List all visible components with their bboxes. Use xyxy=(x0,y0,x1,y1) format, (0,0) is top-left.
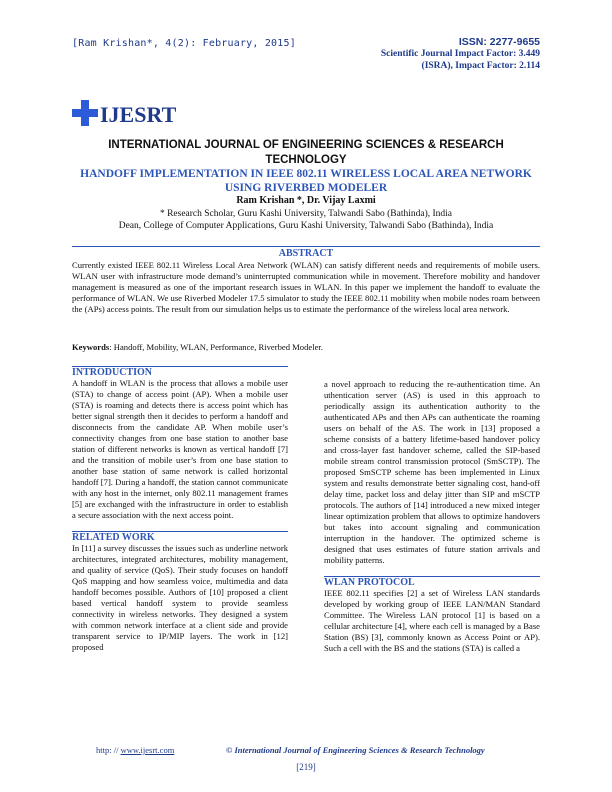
footer-url xyxy=(96,745,174,755)
affiliation-1: * Research Scholar, Guru Kashi University, Talwandi Sabo (Bathinda), India xyxy=(159,209,453,219)
divider xyxy=(72,246,540,247)
affiliations xyxy=(72,208,540,232)
keywords-text: : Handoff, Mobility, WLAN, Performance, Riverbed Modeler. xyxy=(109,342,323,352)
related-heading: RELATED WORK xyxy=(72,532,155,543)
abstract-heading: ABSTRACT xyxy=(278,248,334,259)
issn: ISSN: 2277-9655 xyxy=(458,36,540,48)
wlan-text: IEEE 802.11 specifies [2] a set of Wireless LAN standards developed by working group of IEEE LAN/MAN Standard Committee. The Wireless LAN protocol [1] is based on a cellular architecture [4], where each cell is managed by a Base Station (BS) [3], commonly known as Access Point or AP). Such a cell with the BS and the stations (STA) is called a xyxy=(324,588,540,653)
journal-name: INTERNATIONAL JOURNAL OF ENGINEERING SCIENCES & RESEARCH TECHNOLOGY xyxy=(108,139,504,166)
footer-copyright: © International Journal of Engineering Sciences & Research Technology xyxy=(226,745,485,755)
logo-text: IJESRT xyxy=(100,102,177,127)
impact-factor-1: Scientific Journal Impact Factor: 3.449 xyxy=(380,49,540,59)
page-number: [219] xyxy=(296,762,316,772)
related-text: In [11] a survey discusses the issues such as underline network architectures, integrated architectures, mobility management, and quality of service (QoS). Their study focuses on handoff QoS mapping and how seamless voice, multimedia and data handoff becomes possible. Authors of [10] proposed a client based vertical handoff system to provide seamless connectivity in wireless networks. They designed a system with common network interface at a client side and provide transparent service to IP/MIP layers. The work in [12] proposed xyxy=(72,543,288,652)
paper-title: HANDOFF IMPLEMENTATION IN IEEE 802.11 WIRELESS LOCAL AREA NETWORK USING RIVERBED MODELER xyxy=(80,168,532,194)
left-column xyxy=(72,367,288,653)
affiliation-2: Dean, College of Computer Applications, Guru Kashi University, Talwandi Sabo (Bathinda), India xyxy=(118,221,494,231)
right-column xyxy=(324,379,540,654)
website-link[interactable]: www.ijesrt.com xyxy=(120,745,175,755)
wlan-heading: WLAN PROTOCOL xyxy=(324,577,415,588)
intro-text: A handoff in WLAN is the process that allows a mobile user (STA) to change of access point (AP). When a mobile user (STA) is roaming and detects there is access point which has better signal strength then it decides to perform a handoff and disconnects from the candidate AP. When mobile user’s connectivity changes from one base station to another base station of different networks is known as vertical handoff [7] and the transition of mobile user’s from one base station to another base station of same network is called horizontal handoff [7]. During a handoff, the station cannot communicate with any host in the internet, only 802.11 management frames [5] are exchanged with the infrastructure in order to establish a secure association with the next access point. xyxy=(72,378,288,520)
abstract-text: Currently existed IEEE 802.11 Wireless Local Area Network (WLAN) can satisfy different needs and requirements of mobile users. WLAN user with infrastructure mode demand’s uninterrupted communication while in movement. Therefore mobility and handover management is measured as one of the important research issues in WLAN. In this paper we implement the handoff to evaluate the performance of WLAN. We use Riverbed Modeler 17.5 simulator to study the IEEE 802.11 mobility when mobile nodes roam between the (APs) access points. The result from our simulation helps us to estimate the performance of the wireless local area network. xyxy=(72,260,540,314)
keywords-label: Keywords xyxy=(72,342,110,352)
impact-factor-2: (ISRA), Impact Factor: 2.114 xyxy=(421,61,540,71)
keywords xyxy=(72,342,540,353)
url-prefix: http: // xyxy=(96,745,121,755)
intro-heading: INTRODUCTION xyxy=(72,367,153,378)
plus-icon xyxy=(72,100,98,126)
journal-logo xyxy=(72,100,176,126)
authors: Ram Krishan *, Dr. Vijay Laxmi xyxy=(236,195,376,206)
col2-text: a novel approach to reducing the re-authentication time. An uthentication server (AS) is used in this approach to periodically assign its authentication authority to the authenticated APs and then APs can authenticate the roaming users on behalf of the AS. The work in [13] proposed a scheme consists of a battery lifetime-based handover policy and cross-layer fast handover scheme, called the SIP-based mobile stream control transmission protocol (SmSCTP). The proposed SmSCTP scheme has been implemented in Linux system and results demonstrate better signaling cost, hand-off delay time, packet loss and delay jitter than SIP and mSCTP protocols. The authors of [14] introduced a new mixed integer linear optimization problem that allows to optimize handovers but takes into account signaling and communication interruption in the handover. The optimized scheme is designed that uses estimates of future station arrivals and mobility patterns. xyxy=(324,379,540,565)
journal-meta xyxy=(381,36,540,72)
citation-header: [Ram Krishan*, 4(2): February, 2015] xyxy=(72,38,296,49)
